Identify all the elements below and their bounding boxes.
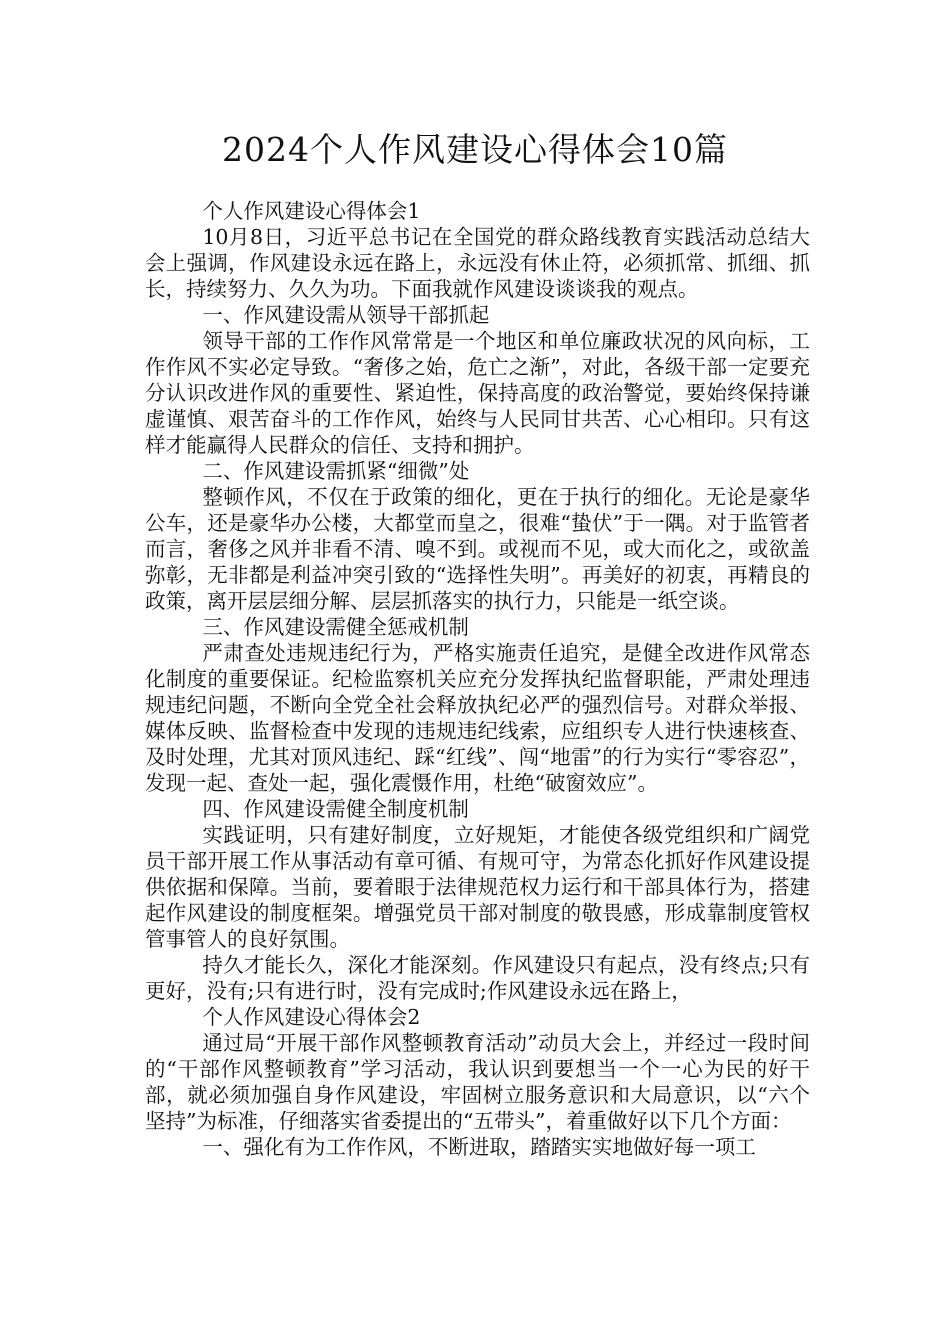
subheading: 四、作风建设需健全制度机制 [202,797,469,821]
subheading: 三、作风建设需健全惩戒机制 [202,615,469,639]
subheading: 一、作风建设需从领导干部抓起 [202,303,490,327]
section-heading: 个人作风建设心得体会2 [202,1005,421,1029]
paragraph: 10月8日，习近平总书记在全国党的群众路线教育实践活动总结大会上强调，作风建设永远在路上，永远没有休止符，必须抓常、抓细、抓长，持续努力、久久为功。下面我就作风建设谈谈我的观点。 [145,225,810,301]
paragraph: 持久才能长久，深化才能深刻。作风建设只有起点，没有终点;只有更好，没有;只有进行时，没有完成时;作风建设永远在路上， [145,953,810,1003]
document-body [145,198,810,1160]
paragraph: 通过局“开展干部作风整顿教育活动”动员大会上，并经过一段时间的“干部作风整顿教育”学习活动，我认识到要想当一个一心为民的好干部，就必须加强自身作风建设，牢固树立服务意识和大局意识，以“六个坚持”为标准，仔细落实省委提出的“五带头”，着重做好以下几个方面： [145,1031,810,1133]
section-heading: 个人作风建设心得体会1 [202,199,421,223]
paragraph: 领导干部的工作作风常常是一个地区和单位廉政状况的风向标，工作作风不实必定导致。“奢侈之始，危亡之渐”，对此，各级干部一定要充分认识改进作风的重要性、紧迫性，保持高度的政治警觉，要始终保持谦虚谨慎、艰苦奋斗的工作作风，始终与人民同甘共苦、心心相印。只有这样才能赢得人民群众的信任、支持和拥护。 [145,329,810,457]
paragraph: 整顿作风，不仅在于政策的细化，更在于执行的细化。无论是豪华公车，还是豪华办公楼，大都堂而皇之，很难“蛰伏”于一隅。对于监管者而言，奢侈之风并非看不清、嗅不到。或视而不见，或大而化之，或欲盖弥彰，无非都是利益冲突引致的“选择性失明”。再美好的初衷，再精良的政策，离开层层细分解、层层抓落实的执行力，只能是一纸空谈。 [145,485,810,613]
subheading: 二、作风建设需抓紧“细微”处 [202,459,470,483]
paragraph: 严肃查处违规违纪行为，严格实施责任追究，是健全改进作风常态化制度的重要保证。纪检监察机关应充分发挥执纪监督职能，严肃处理违规违纪问题，不断向全党全社会释放执纪必严的强烈信号。对群众举报、媒体反映、监督检查中发现的违规违纪线索，应组织专人进行快速核查、及时处理，尤其对顶风违纪、踩“红线”、闯“地雷”的行为实行“零容忍”，发现一起、查处一起，强化震慑作用，杜绝“破窗效应”。 [145,641,810,795]
subheading: 一、强化有为工作作风，不断进取，踏踏实实地做好每一项工 [202,1135,756,1159]
paragraph: 实践证明，只有建好制度，立好规矩，才能使各级党组织和广阔党员干部开展工作从事活动有章可循、有规可守，为常态化抓好作风建设提供依据和保障。当前，要着眼于法律规范权力运行和干部具体行为，搭建起作风建设的制度框架。增强党员干部对制度的敬畏感，形成靠制度管权管事管人的良好氛围。 [145,823,810,951]
document-title: 2024个人作风建设心得体会10篇 [222,130,728,169]
